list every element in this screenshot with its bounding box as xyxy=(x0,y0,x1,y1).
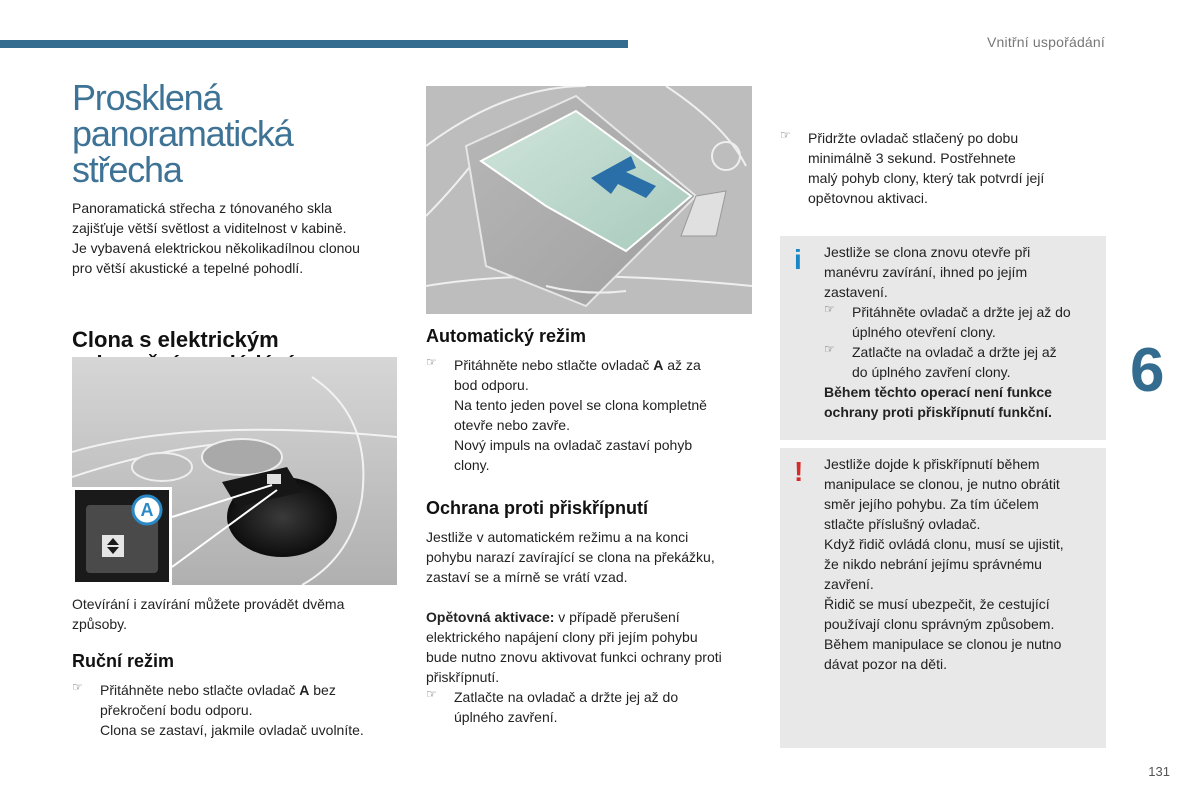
auto-mode-heading: Automatický režim xyxy=(426,326,587,346)
hold-control-bullet: ☞ Přidržte ovladač stlačený po dobu minimálně 3 sekund. Postřehnete malý pohyb clony, který tak potvrdí její opětovnou aktivaci. xyxy=(780,128,1045,206)
intro-paragraph: Panoramatická střecha z tónovaného skla zajišťuje větší světlost a viditelnost v kabině. Je vybavená elektrickou několikadílnou clonou pro větší akustické a tepelné pohodlí. xyxy=(72,200,360,276)
warning-box: ! Jestliže dojde k přiskřípnutí během manipulace se clonou, je nutno obrátit směr jejího pohybu. Za tím účelem stlačte příslušný ovladač. Když řidič ovládá clonu, musí se ujistit, že nikdo nebrání jejímu správnému zavření. Řidič se musí ubezpečit, že cestující používají clonu správným způsobem. Během manipulace se clonou je nutno dávat pozor na děti. xyxy=(780,448,1106,748)
chapter-number: 6 xyxy=(1130,336,1165,405)
blind-switch-illustration xyxy=(72,357,397,585)
finger-icon: ☞ xyxy=(426,355,437,369)
info-icon: i xyxy=(794,244,802,275)
manual-mode-bullet: ☞ Přitáhněte nebo stlačte ovladač A bez překročení bodu odporu. Clona se zastaví, jakmile ovladač uvolníte. xyxy=(72,680,364,738)
pinch-protection-heading: Ochrana proti přiskřípnutí xyxy=(426,498,649,518)
finger-icon: ☞ xyxy=(824,302,835,316)
control-label-a: A xyxy=(140,500,154,520)
panoramic-roof-illustration xyxy=(426,86,752,314)
reactivation-bullet: ☞ Zatlačte na ovladač a držte jej až do úplného zavření. xyxy=(426,687,679,725)
finger-icon: ☞ xyxy=(780,128,791,142)
warning-icon: ! xyxy=(794,456,804,487)
page-title: Prosklená panoramatická střecha xyxy=(72,77,293,190)
info-bullet-close: ☞ Zatlačte na ovladač a držte jej až do úplného zavření clony. xyxy=(824,342,1057,380)
header-accent-bar xyxy=(0,40,628,48)
reactivation-text: Opětovná aktivace: v případě přerušení elektrického napájení clony při jejím pohybu bude nutno znovu aktivovat funkci ochrany proti přiskřípnutí. xyxy=(426,609,722,685)
finger-icon: ☞ xyxy=(824,342,835,356)
pinch-protection-text: Jestliže v automatickém režimu a na konci pohybu narazí zavírající se clona na překážku, zastaví se a mírně se vrátí vzad. xyxy=(426,529,715,585)
column-left xyxy=(72,77,402,376)
auto-mode-bullet: ☞ Přitáhněte nebo stlačte ovladač A až za bod odporu. Na tento jeden povel se clona kompletně otevře nebo zavře. Nový impuls na ovladač zastaví pohyb clony. xyxy=(426,355,707,473)
finger-icon: ☞ xyxy=(72,680,83,694)
info-box: i Jestliže se clona znovu otevře při manévru zavírání, ihned po jejím zastavení. ☞ Přitáhněte ovladač a držte jej až do úplného otevření clony. ☞ Zatlačte na ovladač a držte jej až do úplného zavření clony. Během těchto operací není funkce ochrany proti přiskřípnutí funkční. xyxy=(780,236,1106,440)
manual-mode-heading: Ruční režim xyxy=(72,651,175,671)
blind-heading: Clona s elektrickým xyxy=(72,327,279,352)
panoramic-roof-image xyxy=(426,86,752,314)
column-right xyxy=(780,128,1110,208)
page-number: 131 xyxy=(1148,764,1170,779)
section-title: Vnitřní uspořádání xyxy=(986,34,1105,50)
column-left-lower: Otevírání i zavírání můžete provádět dvěma způsoby. Ruční režim ☞ Přitáhněte nebo stlačte ovladač A bez překročení bodu odporu. Clona se zastaví, jakmile ovladač uvolníte. xyxy=(72,594,402,740)
info-bullet-open: ☞ Přitáhněte ovladač a držte jej až do úplného otevření clony. xyxy=(824,302,1071,340)
finger-icon: ☞ xyxy=(426,687,437,701)
blind-switch-image xyxy=(72,357,397,585)
column-middle xyxy=(426,325,756,727)
